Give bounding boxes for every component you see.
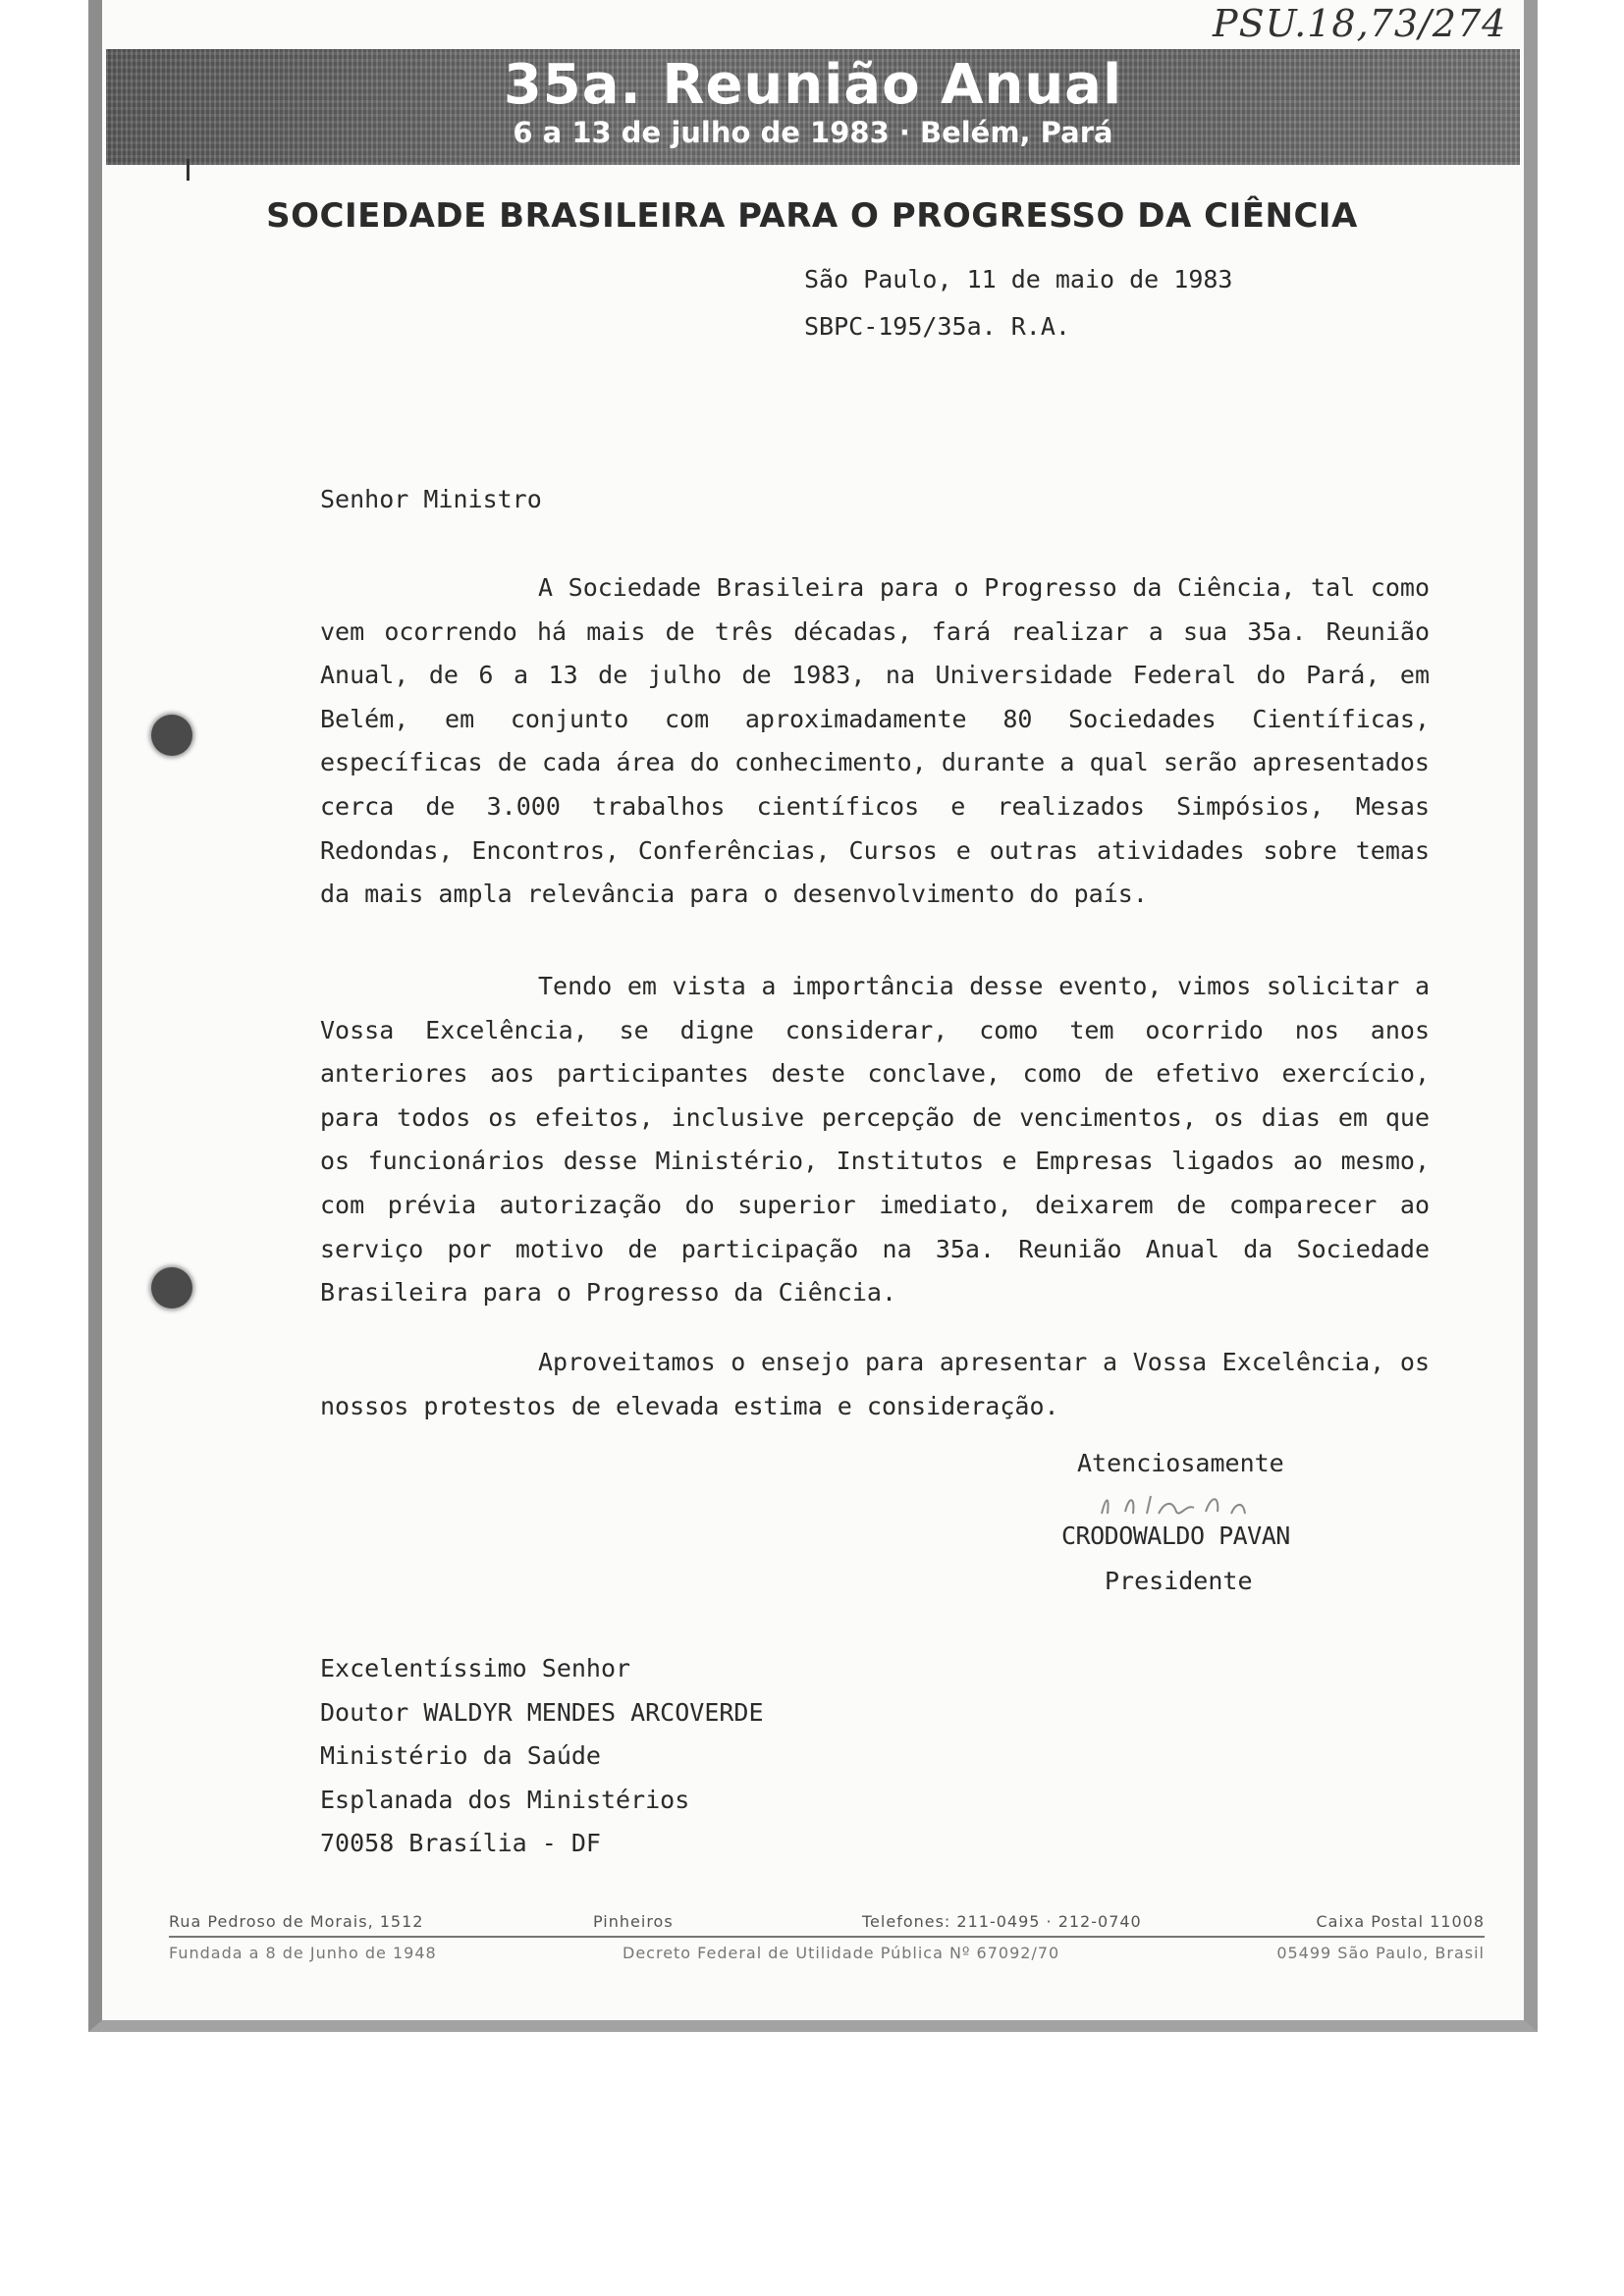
footer-district: Pinheiros <box>593 1912 674 1931</box>
letter-reference: SBPC-195/35a. R.A. <box>804 312 1070 341</box>
binder-hole <box>151 715 192 756</box>
recipient-line: Esplanada dos Ministérios <box>320 1785 690 1814</box>
salutation: Senhor Ministro <box>320 485 542 513</box>
footer-divider <box>169 1936 1485 1938</box>
body-paragraph-3: Aproveitamos o ensejo para apresentar a Vossa Excelência, os nossos protestos de elevada estima e consideração. <box>320 1348 1430 1420</box>
archive-handwritten-note: PSU.18,73/274 <box>1213 2 1507 45</box>
body-paragraph-1: A Sociedade Brasileira para o Progresso da Ciência, tal como vem ocorrendo há mais de três décadas, fará realizar a sua 35a. Reunião Anual, de 6 a 13 de julho de 1983, na Universidade Federal do Pará, em Belém, em conjunto com aproximadamente 80 Sociedades Científicas, específicas de cada área do conhecimento, durante a qual serão apresentados cerca de 3.000 trabalhos científicos e realizados Simpósios, Mesas Redondas, Encontros, Conferências, Cursos e outras atividades sobre temas da mais ampla relevância para o desenvolvimento do país. <box>320 573 1430 909</box>
letter-date: São Paulo, 11 de maio de 1983 <box>804 265 1233 294</box>
valediction: Atenciosamente <box>1077 1449 1284 1477</box>
margin-mark <box>187 159 189 181</box>
recipient-line: 70058 Brasília - DF <box>320 1829 601 1857</box>
footer-po-box: Caixa Postal 11008 <box>1316 1912 1485 1931</box>
meeting-title: 35a. Reunião Anual <box>503 53 1123 117</box>
recipient-line: Ministério da Saúde <box>320 1741 601 1770</box>
footer-decree: Decreto Federal de Utilidade Pública Nº 67092/70 <box>623 1944 1060 1962</box>
meeting-dates: 6 a 13 de julho de 1983 · Belém, Pará <box>513 116 1113 149</box>
footer-city: 05499 São Paulo, Brasil <box>1276 1944 1485 1962</box>
binder-hole <box>151 1267 192 1308</box>
footer-founded: Fundada a 8 de Junho de 1948 <box>169 1944 437 1962</box>
organization-name: SOCIEDADE BRASILEIRA PARA O PROGRESSO DA CIÊNCIA <box>266 196 1358 236</box>
recipient-line: Doutor WALDYR MENDES ARCOVERDE <box>320 1697 764 1727</box>
footer-address: Rua Pedroso de Morais, 1512 <box>169 1912 424 1931</box>
signer-name: CRODOWALDO PAVAN <box>1061 1522 1290 1550</box>
letterhead-banner <box>106 49 1520 165</box>
body-paragraph-2: Tendo em vista a importância desse evento, vimos solicitar a Vossa Excelência, se digne considerar, como tem ocorrido nos anos anteriores aos participantes deste conclave, como de efetivo exercício, para todos os efeitos, inclusive percepção de vencimentos, os dias em que os funcionários desse Ministério, Institutos e Empresas ligados ao mesmo, com prévia autorização do superior imediato, deixarem de comparecer ao serviço por motivo de participação na 35a. Reunião Anual da Sociedade Brasileira para o Progresso da Ciência. <box>320 972 1430 1308</box>
recipient-line: Excelentíssimo Senhor <box>320 1654 631 1682</box>
handwritten-signature <box>1096 1484 1282 1523</box>
signer-title: Presidente <box>1105 1567 1253 1595</box>
recipient-address-block <box>320 1647 764 1866</box>
footer-phones: Telefones: 211-0495 · 212-0740 <box>862 1912 1142 1931</box>
